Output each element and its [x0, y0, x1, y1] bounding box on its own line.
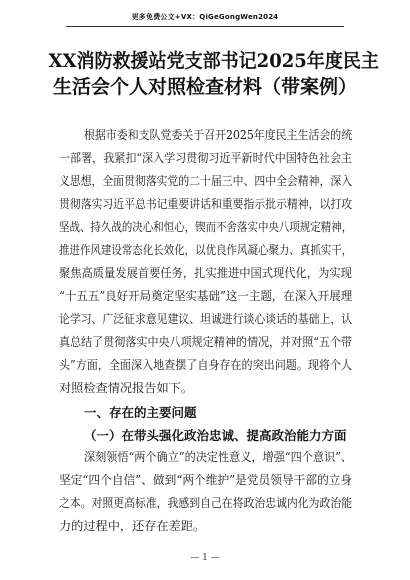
intro-line: 论学习、广泛征求意见建议、坦诚进行谈心谈话的基础上，认 [59, 312, 353, 326]
intro-line: 对照检查情况报告如下。 [59, 381, 194, 395]
header-note: 更多免费公文+VX：QiGeGongWen2024 [131, 13, 279, 21]
intro-line: “十五五”良好开局奠定坚实基础”这一主题，在深入开展理 [59, 289, 353, 303]
sub-line: 坚定“四个自信”、做到“两个维护”是党员领导干部的立身 [59, 473, 353, 487]
title-line-2: 生活会个人对照检查材料（带案例） [52, 76, 357, 98]
intro-line: 贯彻落实习近平总书记重要讲话和重要指示批示精神，以打攻 [59, 197, 353, 211]
section-heading: 一、存在的主要问题 [84, 405, 197, 420]
sub-line: 深刻领悟“两个确立”的决定性意义，增强“四个意识”、 [84, 450, 353, 464]
intro-line: 坚战、持久战的决心和恒心，锲而不舍落实中央八项规定精神， [59, 220, 353, 234]
intro-line: 根据市委和支队党委关于召开2025年度民主生活会的统 [84, 128, 353, 142]
document-title [40, 48, 379, 100]
intro-line: 头”方面，全面深入地查摆了自身存在的突出问题。现将个人 [59, 358, 353, 372]
page-number: — 1 — [190, 553, 220, 563]
sub-line: 之本。对照更高标准，我感到自己在将政治忠诚内化为政治能 [59, 496, 353, 510]
sub-line: 力的过程中，还存在差距。 [59, 519, 206, 533]
intro-line: 聚焦高质量发展首要任务，扎实推进中国式现代化，为实现 [59, 266, 352, 280]
intro-line: 义思想，全面贯彻落实党的二十届三中、四中全会精神，深入 [59, 174, 353, 188]
subsection-heading: （一）在带头强化政治忠诚、提高政治能力方面 [84, 428, 347, 443]
intro-line: 一部署，我紧扣“深入学习贯彻习近平新时代中国特色社会主 [59, 151, 353, 165]
intro-line: 真总结了贯彻落实中央八项规定精神的情况，并对照“五个带 [59, 335, 353, 349]
header-divider [66, 26, 344, 27]
intro-line: 推进作风建设常态化长效化，以优良作风凝心聚力、真抓实干， [59, 243, 353, 257]
title-line-1: XX消防救援站党支部书记2025年度民主 [48, 50, 379, 72]
